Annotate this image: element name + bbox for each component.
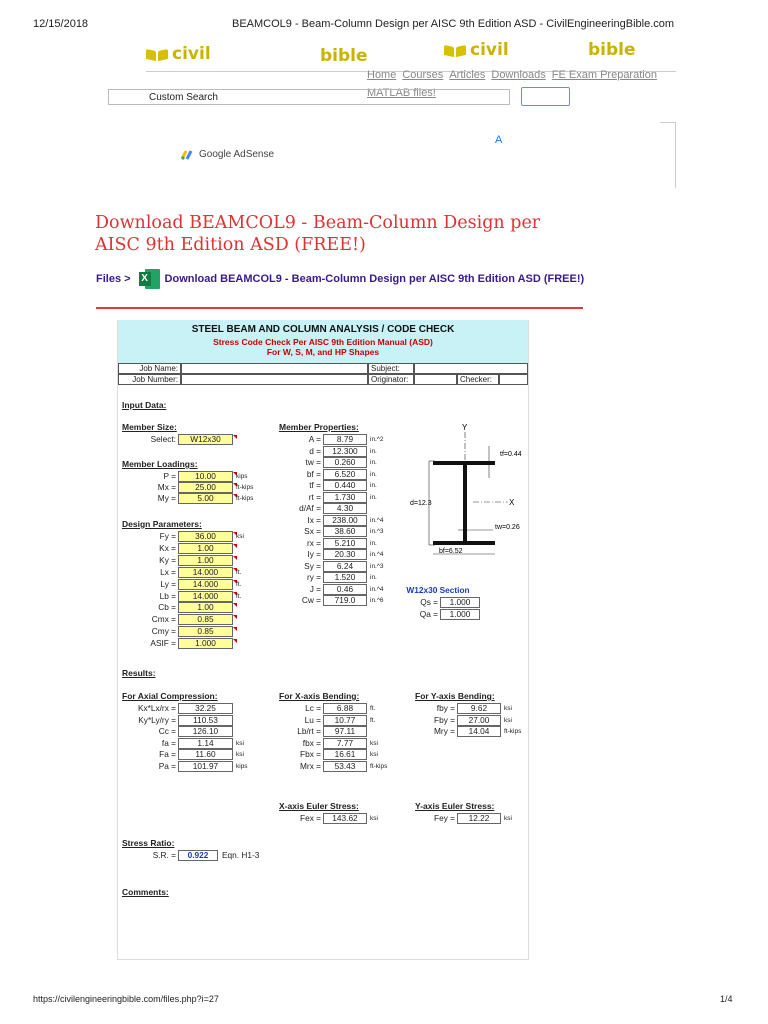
xbend-label: Fbx = bbox=[300, 749, 321, 759]
prop-value: 0.46 bbox=[323, 584, 367, 595]
prop-label: Sy = bbox=[304, 560, 321, 571]
job-row-1 bbox=[118, 363, 528, 374]
checker-label: Checker: bbox=[457, 374, 499, 385]
sheet-header bbox=[118, 320, 528, 363]
param-unit: ft. bbox=[236, 568, 242, 576]
book-icon bbox=[146, 48, 168, 61]
checker-value bbox=[499, 374, 528, 385]
axial-value: 11.60 bbox=[178, 749, 233, 760]
prop-label: tw = bbox=[305, 457, 321, 467]
subject-label: Subject: bbox=[368, 363, 414, 374]
design-parameters-heading: Design Parameters: bbox=[122, 519, 202, 529]
axial-heading: For Axial Compression: bbox=[122, 691, 218, 701]
nav-home[interactable]: Home bbox=[367, 69, 397, 81]
sheet-subtitle-2: For W, S, M, and HP Shapes bbox=[266, 347, 380, 357]
prop-value: 38.60 bbox=[323, 526, 367, 537]
ybend-label: Fby = bbox=[434, 714, 455, 725]
crumb-files[interactable]: Files > bbox=[96, 273, 131, 285]
axial-unit: kips bbox=[236, 762, 248, 770]
axial-unit: ksi bbox=[236, 739, 244, 747]
prop-label: Ix = bbox=[307, 514, 321, 525]
xbend-value: 6.88 bbox=[323, 703, 367, 714]
sr-value: 0.922 bbox=[178, 850, 218, 861]
ybend-unit: ksi bbox=[504, 705, 512, 712]
param-value[interactable]: 14.000 bbox=[178, 591, 233, 602]
job-row-2 bbox=[118, 374, 528, 385]
prop-unit: in.^3 bbox=[370, 562, 384, 570]
xbend-value: 97.11 bbox=[323, 726, 367, 737]
nav-downloads[interactable]: Downloads bbox=[491, 69, 546, 81]
axial-value: 101.97 bbox=[178, 761, 233, 772]
prop-label: d/Af = bbox=[299, 503, 321, 513]
prop-label: bf = bbox=[306, 468, 321, 479]
w-section-drawing bbox=[403, 420, 543, 590]
print-page-title: BEAMCOL9 - Beam-Column Design per AISC 9th Edition ASD - CivilEngineeringBible.com bbox=[232, 18, 675, 30]
y-axis-label: Y bbox=[462, 423, 468, 432]
fey-unit: ksi bbox=[504, 815, 512, 822]
stress-ratio-heading: Stress Ratio: bbox=[122, 838, 175, 848]
param-value[interactable]: 36.00 bbox=[178, 531, 233, 542]
nav-courses[interactable]: Courses bbox=[402, 69, 444, 81]
prop-unit: in. bbox=[370, 493, 377, 501]
fex-value: 143.62 bbox=[323, 813, 367, 824]
prop-value: 719.0 bbox=[323, 595, 367, 606]
ybend-label: Mry = bbox=[434, 726, 455, 736]
param-value[interactable]: 14.000 bbox=[178, 567, 233, 578]
title-divider bbox=[96, 307, 583, 309]
fex-unit: ksi bbox=[370, 815, 378, 822]
param-unit: ft. bbox=[236, 592, 242, 600]
nav-matlab[interactable]: MATLAB files! bbox=[367, 87, 436, 99]
prop-unit: in. bbox=[370, 470, 377, 478]
sr-label: S.R. = bbox=[152, 850, 176, 860]
xbend-unit: ft. bbox=[370, 716, 376, 724]
nav-fe-exam[interactable]: FE Exam Preparation bbox=[551, 69, 657, 81]
param-label: Lx = bbox=[160, 566, 176, 577]
breadcrumb bbox=[96, 268, 584, 290]
loading-unit: ft-kips bbox=[236, 495, 254, 502]
y-euler-heading: Y-axis Euler Stress: bbox=[415, 801, 495, 811]
excel-icon: X bbox=[139, 268, 161, 290]
prop-value: 4.30 bbox=[323, 503, 367, 514]
axial-label: Cc = bbox=[158, 726, 176, 736]
axial-label: Fa = bbox=[159, 749, 176, 759]
prop-unit: in.^4 bbox=[370, 551, 384, 558]
loading-label: P = bbox=[163, 471, 176, 481]
book-icon bbox=[444, 44, 466, 57]
param-label: ASIF = bbox=[150, 638, 176, 649]
page-title: Download BEAMCOL9 - Beam-Column Design per AISC 9th Edition ASD (FREE!) bbox=[95, 213, 541, 255]
prop-label: Iy = bbox=[307, 549, 321, 559]
fex-label: Fex = bbox=[300, 813, 321, 823]
search-button[interactable] bbox=[521, 87, 570, 106]
job-number-value bbox=[181, 374, 368, 385]
originator-label: Originator: bbox=[368, 374, 414, 385]
axial-label: fa = bbox=[161, 737, 176, 748]
prop-label: d = bbox=[309, 445, 321, 456]
param-label: Kx = bbox=[159, 542, 176, 553]
ybend-unit: ksi bbox=[504, 716, 512, 724]
axial-value: 126.10 bbox=[178, 726, 233, 737]
param-label: Cmx = bbox=[151, 614, 176, 625]
prop-label: Cw = bbox=[301, 595, 321, 605]
xbend-unit: ft. bbox=[370, 705, 376, 712]
adsense-badge[interactable] bbox=[181, 149, 274, 160]
member-properties-heading: Member Properties: bbox=[279, 422, 359, 432]
param-value[interactable]: 0.85 bbox=[178, 626, 233, 637]
axial-label: Ky*Ly/ry = bbox=[138, 714, 176, 725]
prop-value: 5.210 bbox=[323, 538, 367, 549]
adsense-label: Google AdSense bbox=[199, 149, 275, 160]
prop-value: 12.300 bbox=[323, 446, 367, 457]
member-select[interactable]: W12x30 bbox=[178, 434, 233, 445]
job-name-value bbox=[181, 363, 368, 374]
prop-unit: in.^4 bbox=[370, 516, 384, 524]
param-value[interactable]: 1.00 bbox=[178, 602, 233, 613]
logo-civil-text: civil bbox=[172, 44, 211, 64]
fey-label: Fey = bbox=[434, 813, 455, 823]
ybend-unit: ft-kips bbox=[504, 728, 522, 735]
logo-civil-text: civil bbox=[470, 40, 509, 60]
prop-unit: in.^4 bbox=[370, 585, 384, 593]
param-label: Cb = bbox=[158, 602, 176, 613]
sheet-subtitle-1: Stress Code Check Per AISC 9th Edition Manual (ASD) bbox=[213, 337, 433, 347]
ybend-label: fby = bbox=[436, 703, 455, 713]
comments-heading: Comments: bbox=[122, 887, 169, 897]
x-euler-heading: X-axis Euler Stress: bbox=[279, 801, 359, 811]
prop-value: 0.260 bbox=[323, 457, 367, 468]
prop-value: 1.520 bbox=[323, 572, 367, 583]
param-unit: ft. bbox=[236, 580, 242, 588]
param-label: Fy = bbox=[159, 531, 176, 541]
loading-unit: ft-kips bbox=[236, 484, 254, 491]
member-size-heading: Member Size: bbox=[122, 422, 177, 432]
loading-value[interactable]: 5.00 bbox=[178, 493, 233, 504]
fey-value: 12.22 bbox=[457, 813, 501, 824]
crumb-download-link[interactable]: Download BEAMCOL9 - Beam-Column Design per AISC 9th Edition ASD (FREE!) bbox=[164, 273, 585, 285]
param-value[interactable]: 1.00 bbox=[178, 543, 233, 554]
prop-unit: in.^2 bbox=[370, 436, 384, 443]
section-label: W12x30 Section bbox=[406, 585, 470, 595]
param-label: Lb = bbox=[159, 590, 176, 601]
select-label: Select: bbox=[150, 434, 176, 444]
loading-label: Mx = bbox=[157, 482, 176, 492]
prop-unit: in.^3 bbox=[370, 528, 384, 535]
ybend-heading: For Y-axis Bending: bbox=[415, 691, 495, 701]
axial-value: 110.53 bbox=[178, 715, 233, 726]
param-value[interactable]: 0.85 bbox=[178, 614, 233, 625]
prop-unit: in. bbox=[370, 459, 377, 466]
logo-bible-text-left[interactable]: bible bbox=[320, 46, 368, 66]
param-label: Cmy = bbox=[151, 626, 176, 637]
param-value[interactable]: 1.00 bbox=[178, 555, 233, 566]
xbend-value: 53.43 bbox=[323, 761, 367, 772]
ad-frame bbox=[660, 122, 676, 188]
print-date: 12/15/2018 bbox=[33, 18, 89, 30]
prop-label: tf = bbox=[309, 480, 321, 490]
param-value[interactable]: 14.000 bbox=[178, 579, 233, 590]
xbend-unit: ft-kips bbox=[370, 762, 388, 770]
adsense-icon bbox=[181, 150, 195, 160]
search-input[interactable]: Custom Search bbox=[108, 89, 510, 105]
prop-value: 20.30 bbox=[323, 549, 367, 560]
print-url: https://civilengineeringbible.com/files.php?i=27 bbox=[33, 994, 219, 1004]
nav-articles[interactable]: Articles bbox=[449, 69, 486, 81]
job-number-label: Job Number: bbox=[118, 374, 181, 385]
prop-value: 0.440 bbox=[323, 480, 367, 491]
sheet-title: STEEL BEAM AND COLUMN ANALYSIS / CODE CHECK bbox=[191, 324, 455, 335]
prop-unit: in. bbox=[370, 574, 377, 581]
prop-unit: in. bbox=[370, 482, 377, 489]
xbend-unit: ksi bbox=[370, 739, 378, 747]
prop-label: A = bbox=[308, 434, 321, 444]
prop-value: 6.520 bbox=[323, 469, 367, 480]
prop-label: ry = bbox=[306, 572, 321, 582]
prop-unit: in. bbox=[370, 447, 377, 455]
ybend-value: 9.62 bbox=[457, 703, 501, 714]
bf-label: bf=6.52 bbox=[439, 548, 463, 555]
loading-value[interactable]: 10.00 bbox=[178, 471, 233, 482]
qs-value: 1.000 bbox=[440, 597, 480, 608]
site-logo-left[interactable] bbox=[146, 44, 211, 64]
loading-value[interactable]: 25.00 bbox=[178, 482, 233, 493]
results-heading: Results: bbox=[122, 668, 156, 678]
param-value[interactable]: 1.000 bbox=[178, 638, 233, 649]
prop-value: 238.00 bbox=[323, 515, 367, 526]
tw-label: tw=0.26 bbox=[495, 524, 520, 531]
xbend-label: fbx = bbox=[302, 737, 321, 748]
prop-label: rx = bbox=[306, 537, 321, 548]
print-page-count: 1/4 bbox=[720, 994, 733, 1004]
prop-label: rt = bbox=[308, 491, 321, 502]
loading-label: My = bbox=[157, 493, 176, 503]
xbend-label: Lc = bbox=[305, 703, 321, 713]
member-loadings-heading: Member Loadings: bbox=[122, 459, 198, 469]
ad-choice-letter[interactable]: A bbox=[495, 134, 503, 146]
xbend-value: 7.77 bbox=[323, 738, 367, 749]
axial-value: 32.25 bbox=[178, 703, 233, 714]
xbend-heading: For X-axis Bending: bbox=[279, 691, 360, 701]
prop-value: 8.79 bbox=[323, 434, 367, 445]
param-unit: ksi bbox=[236, 533, 244, 540]
logo-bible-text-right[interactable]: bible bbox=[588, 40, 636, 60]
x-axis-label: X bbox=[509, 498, 515, 507]
loading-unit: kips bbox=[236, 473, 248, 480]
prop-unit: in.^6 bbox=[370, 597, 384, 604]
prop-value: 6.24 bbox=[323, 561, 367, 572]
d-label: d=12.3 bbox=[410, 500, 432, 507]
prop-label: Sx = bbox=[304, 526, 321, 536]
xbend-value: 16.61 bbox=[323, 749, 367, 760]
qa-label: Qa = bbox=[419, 609, 438, 619]
axial-unit: ksi bbox=[236, 751, 244, 758]
site-logo-right[interactable] bbox=[444, 40, 509, 60]
qs-label: Qs = bbox=[420, 597, 438, 607]
axial-value: 1.14 bbox=[178, 738, 233, 749]
param-label: Ky = bbox=[159, 554, 176, 565]
ybend-value: 27.00 bbox=[457, 715, 501, 726]
ybend-value: 14.04 bbox=[457, 726, 501, 737]
subject-value bbox=[414, 363, 528, 374]
sr-note: Eqn. H1-3 bbox=[222, 850, 260, 860]
qa-value: 1.000 bbox=[440, 609, 480, 620]
xbend-label: Mrx = bbox=[300, 760, 321, 771]
prop-value: 1.730 bbox=[323, 492, 367, 503]
job-name-label: Job Name: bbox=[118, 363, 181, 374]
axial-label: Pa = bbox=[158, 760, 176, 771]
prop-label: J = bbox=[309, 583, 321, 594]
tf-label: tf=0.44 bbox=[500, 451, 522, 458]
input-data-heading: Input Data: bbox=[122, 400, 167, 410]
originator-value bbox=[414, 374, 457, 385]
xbend-label: Lu = bbox=[304, 714, 321, 725]
xbend-value: 10.77 bbox=[323, 715, 367, 726]
spreadsheet-preview bbox=[117, 320, 529, 960]
param-label: Ly = bbox=[160, 578, 176, 589]
prop-unit: in. bbox=[370, 539, 377, 547]
axial-label: Kx*Lx/rx = bbox=[137, 703, 176, 713]
xbend-label: Lb/rt = bbox=[297, 726, 321, 736]
xbend-unit: ksi bbox=[370, 751, 378, 758]
